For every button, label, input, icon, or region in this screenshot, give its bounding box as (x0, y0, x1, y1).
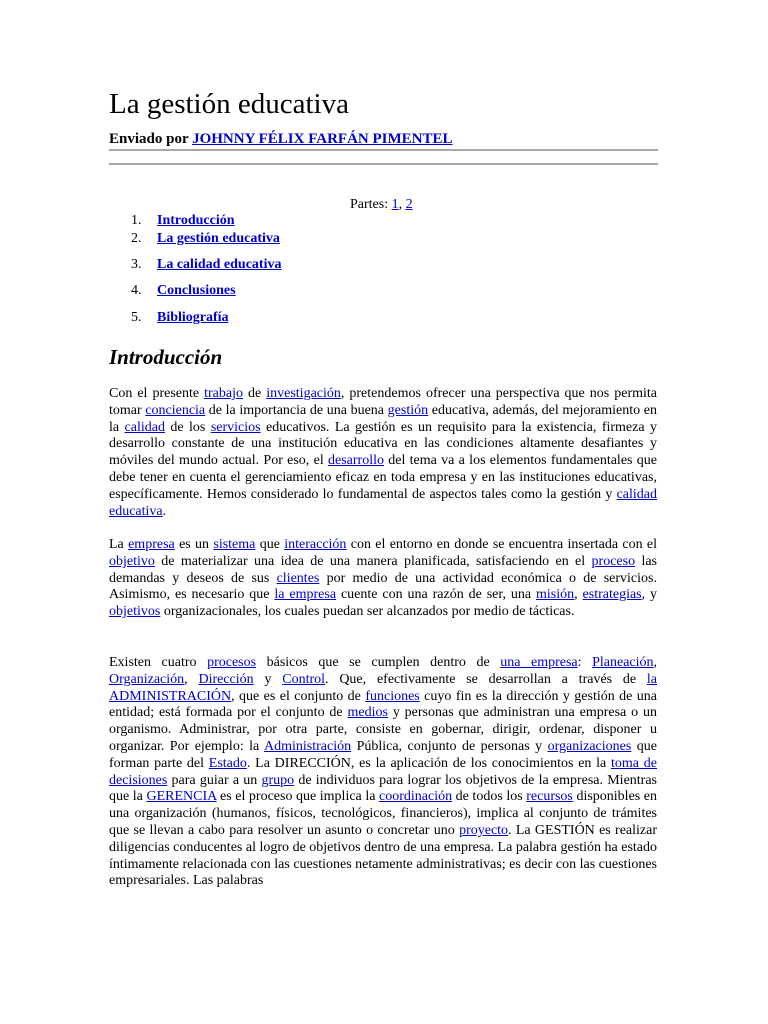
paragraph-text: de la importancia de una buena (205, 402, 388, 418)
inline-link[interactable]: Planeación (592, 655, 654, 670)
inline-link[interactable]: sistema (213, 537, 256, 552)
paragraph-intro-3 (109, 655, 657, 890)
toc-link-calidad-educativa[interactable]: La calidad educativa (157, 257, 282, 272)
parts-label: Partes: (350, 197, 392, 212)
paragraph-text: que forman parte del (109, 738, 657, 771)
page-title: La gestión educativa (109, 88, 349, 120)
paragraph-text: y (253, 671, 283, 687)
inline-link[interactable]: Dirección (198, 671, 254, 687)
inline-link[interactable]: una empresa (500, 655, 578, 670)
paragraph-text: . La DIRECCIÓN, es la aplicación de los conocimientos en la (246, 755, 612, 771)
inline-link[interactable]: grupo (261, 772, 295, 788)
toc-link-bibliografia[interactable]: Bibliografía (157, 310, 229, 325)
paragraph-text: : (577, 655, 593, 670)
inline-link[interactable]: procesos (207, 655, 257, 670)
paragraph-text: organizacionales, los cuales puedan ser alcanzados por medio de tácticas. (160, 604, 575, 620)
paragraph-text: , (184, 671, 199, 687)
paragraph-text: por medio de una actividad económica o de servicios. Asimismo, es necesario que (109, 570, 657, 603)
paragraph-intro-2 (109, 537, 657, 621)
paragraph-text: del tema va a los elementos fundamentales que debe tener en cuenta el gerenciamiento eficaz en toda empresa y en las instituciones educativas, específicamente. Hemos considerado lo fundamental de aspectos tales como la gestión y (109, 453, 657, 502)
inline-link[interactable]: medios (347, 705, 388, 721)
inline-link[interactable]: trabajo (204, 386, 243, 401)
paragraph-text: de individuos para lograr los objetivos de la empresa. Mientras que la (109, 772, 657, 805)
paragraph-text: y personas que administran una empresa o un organismo. Administrar, por otra parte, consiste en gobernar, dirigir, ordenar, disponer u organizar. Por ejemplo: la (109, 705, 657, 754)
toc-number: 4. (131, 283, 142, 298)
inline-link[interactable]: estrategias (582, 587, 642, 603)
toc-number: 2. (131, 231, 142, 246)
byline-prefix: Enviado por (109, 131, 193, 147)
inline-link[interactable]: misión (536, 587, 575, 603)
paragraph-text: . La GESTIÓN es realizar diligencias conducentes al logro de objetivos dentro de una empresa. La palabra gestión ha estado íntimamente relacionada con las cuestiones netamente administrativas; es decir con las cuestiones empresariales. Las palabras (109, 822, 657, 889)
inline-link[interactable]: Organización (109, 671, 185, 687)
inline-link[interactable]: toma de decisiones (109, 755, 657, 788)
parts-separator: , (398, 197, 406, 212)
toc-number: 5. (131, 310, 142, 325)
parts-nav (350, 196, 413, 214)
inline-link[interactable]: clientes (276, 570, 320, 586)
paragraph-text: de todos los (452, 789, 527, 805)
paragraph-text: , (574, 587, 583, 603)
paragraph-text: , que es el conjunto de (231, 688, 366, 704)
paragraph-text: es el proceso que implica la (216, 789, 379, 805)
paragraph-text: básicos que se cumplen dentro de (256, 655, 501, 670)
inline-link[interactable]: proceso (591, 553, 636, 569)
inline-link[interactable]: coordinación (379, 789, 453, 805)
toc-link-conclusiones[interactable]: Conclusiones (157, 283, 236, 298)
byline (109, 129, 453, 149)
top-divider (109, 149, 658, 151)
section-heading: Introducción (109, 345, 223, 369)
bottom-divider (109, 163, 658, 165)
paragraph-text: , (653, 655, 658, 670)
inline-link[interactable]: investigación (266, 386, 341, 401)
inline-link[interactable]: desarrollo (328, 453, 384, 469)
inline-link[interactable]: la ADMINISTRACIÓN (109, 671, 658, 704)
paragraph-text: , y (641, 587, 658, 603)
inline-link[interactable]: organizaciones (547, 738, 632, 754)
paragraph-text: disponibles en una organización (humanos, físicos, tecnológicos, financieros), implica al conjunto de trámites que se llevan a cabo para resolver un asunto o concretar uno (109, 789, 658, 838)
inline-link[interactable]: la empresa (274, 587, 337, 603)
paragraph-text: . Que, efectivamente se desarrollan a través de (325, 671, 647, 687)
paragraph-text: de materializar una idea de una manera planificada, satisfaciendo en el (154, 553, 592, 569)
inline-link[interactable]: calidad educativa (109, 486, 657, 519)
inline-link[interactable]: recursos (526, 789, 573, 805)
part-2-link[interactable]: 2 (405, 197, 413, 212)
toc-number: 1. (131, 213, 142, 228)
paragraph-intro-1 (109, 386, 657, 520)
paragraph-text: cuyo fin es la dirección y gestión de una entidad; está formada por el conjunto de (109, 688, 658, 721)
paragraph-text: las demandas y deseos de sus (109, 553, 657, 586)
paragraph-text: educativos. La gestión es un requisito para la existencia, firmeza y desarrollo constante de una institución educativa en las condiciones altamente desafiantes y móviles del mundo actual. Por eso, el (109, 419, 657, 469)
paragraph-text: con el entorno en donde se encuentra insertada con el (346, 537, 658, 552)
inline-link[interactable]: interacción (284, 537, 347, 552)
toc-number: 3. (131, 257, 142, 272)
inline-link[interactable]: proyecto (459, 822, 509, 838)
inline-link[interactable]: GERENCIA (146, 789, 217, 805)
inline-link[interactable]: gestión (387, 402, 429, 418)
inline-link[interactable]: objetivo (109, 553, 155, 569)
inline-link[interactable]: objetivos (109, 604, 161, 620)
toc-link-introduccion[interactable]: Introducción (157, 213, 235, 228)
inline-link[interactable]: conciencia (145, 402, 206, 418)
paragraph-text: cuente con una razón de ser, una (336, 587, 536, 603)
inline-link[interactable]: Control (282, 671, 326, 687)
part-1-link[interactable]: 1 (391, 197, 399, 212)
inline-link[interactable]: Estado (208, 755, 247, 771)
toc-link-gestion-educativa[interactable]: La gestión educativa (157, 231, 280, 246)
paragraph-text: Existen cuatro (109, 655, 208, 670)
paragraph-text: La (109, 537, 129, 552)
inline-link[interactable]: servicios (210, 419, 261, 435)
paragraph-text: de (243, 386, 267, 401)
inline-link[interactable]: Administración (263, 738, 352, 754)
author-link[interactable]: JOHNNY FÉLIX FARFÁN PIMENTEL (192, 131, 453, 147)
paragraph-text: de los (164, 419, 211, 435)
paragraph-text: . (162, 503, 167, 519)
paragraph-text: Pública, conjunto de personas y (351, 738, 548, 754)
paragraph-text: , pretendemos ofrecer una perspectiva que nos permita tomar (109, 386, 657, 418)
paragraph-text: educativa, además, del mejoramiento en la (109, 402, 657, 435)
paragraph-text: para guiar a un (167, 772, 262, 788)
inline-link[interactable]: empresa (128, 537, 175, 552)
inline-link[interactable]: funciones (365, 688, 420, 704)
paragraph-text: es un (174, 537, 214, 552)
paragraph-text: Con el presente (109, 386, 205, 401)
inline-link[interactable]: calidad (124, 419, 165, 435)
paragraph-text: que (255, 537, 285, 552)
